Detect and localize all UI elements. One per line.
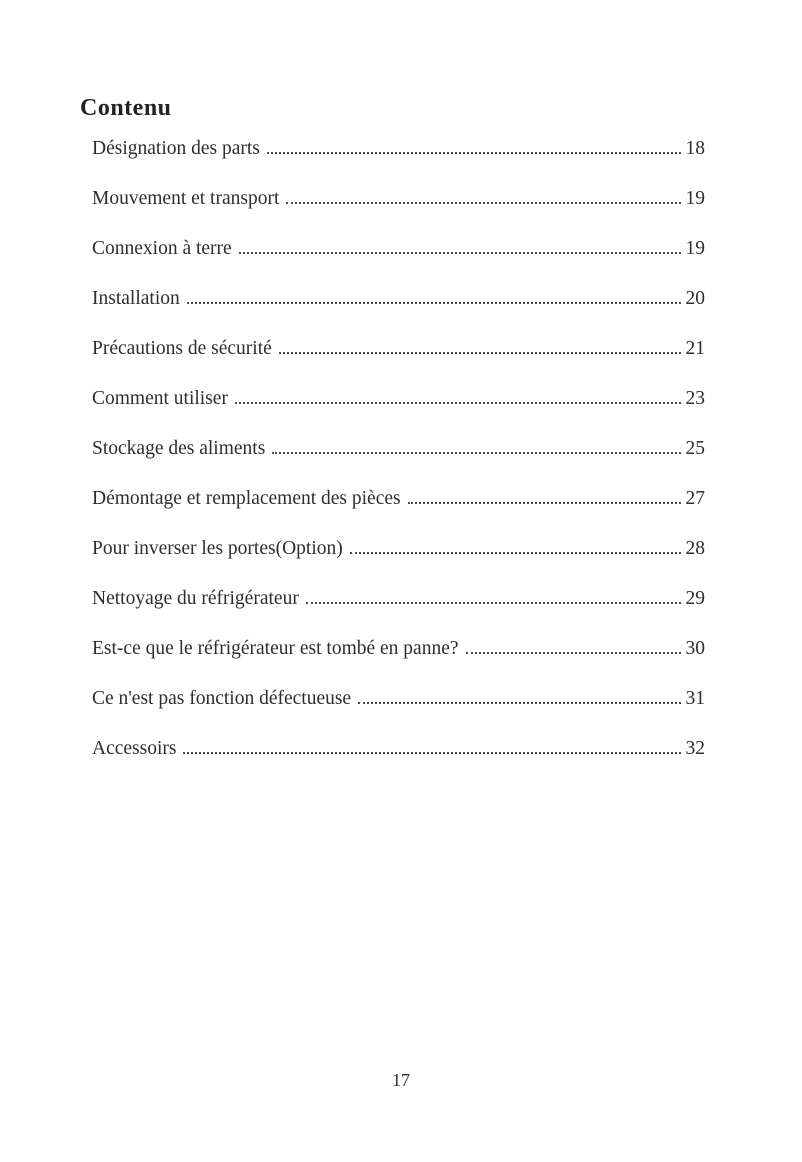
- toc-entry-label: Stockage des aliments: [92, 438, 266, 459]
- footer-page-number: 17: [392, 1070, 410, 1090]
- toc-entry: [92, 438, 705, 488]
- toc-entry-label: Accessoirs: [92, 738, 177, 759]
- toc-entry: [92, 538, 705, 588]
- toc-entry-page: 30: [685, 638, 705, 659]
- page-title: Contenu: [80, 95, 172, 121]
- toc-entry-page: 19: [685, 238, 705, 259]
- toc-entry: [92, 638, 705, 688]
- toc-entry: [92, 688, 705, 738]
- toc-entry-page: 29: [685, 588, 705, 609]
- toc-entry-label: Connexion à terre: [92, 238, 232, 259]
- toc-entry-label: Démontage et remplacement des pièces: [92, 488, 401, 509]
- toc-entry-page: 32: [685, 738, 705, 759]
- toc-entry-label: Installation: [92, 288, 180, 309]
- toc-entry: [92, 238, 705, 288]
- toc-dotted-leader: [306, 602, 681, 604]
- toc-entry-label: Ce n'est pas fonction défectueuse: [92, 688, 352, 709]
- toc-dotted-leader: [286, 202, 680, 204]
- toc-entry-page: 21: [685, 338, 705, 359]
- toc-dotted-leader: [350, 552, 681, 554]
- toc-entry-label: Nettoyage du réfrigérateur: [92, 588, 299, 609]
- toc-entry-page: 31: [685, 688, 705, 709]
- toc-entry-page: 23: [685, 388, 705, 409]
- toc-entry: [92, 588, 705, 638]
- toc-entry-label: Est-ce que le réfrigérateur est tombé en panne?: [92, 638, 459, 659]
- toc-dotted-leader: [183, 752, 680, 754]
- toc-entry-page: 20: [685, 288, 705, 309]
- toc-dotted-leader: [235, 402, 681, 404]
- toc-entry-label: Précautions de sécurité: [92, 338, 272, 359]
- toc-entry-page: 27: [685, 488, 705, 509]
- toc-entry: [92, 338, 705, 388]
- toc-entry-label: Mouvement et transport: [92, 188, 280, 209]
- toc-entry: [92, 738, 705, 788]
- toc-entry-page: 28: [685, 538, 705, 559]
- toc-dotted-leader: [408, 502, 681, 504]
- toc-entry-page: 25: [685, 438, 705, 459]
- toc-entry: [92, 388, 705, 438]
- toc-entry-page: 18: [685, 138, 705, 159]
- toc-entry: [92, 138, 705, 188]
- toc-dotted-leader: [187, 302, 681, 304]
- toc-entry-label: Désignation des parts: [92, 138, 260, 159]
- toc-entry-page: 19: [685, 188, 705, 209]
- toc-dotted-leader: [358, 702, 680, 704]
- toc-dotted-leader: [466, 652, 681, 654]
- toc-dotted-leader: [267, 152, 681, 154]
- toc-entry: [92, 488, 705, 538]
- toc-list: [92, 138, 705, 788]
- toc-entry: [92, 288, 705, 338]
- toc-entry-label: Pour inverser les portes(Option): [92, 538, 343, 559]
- toc-dotted-leader: [239, 252, 681, 254]
- toc-dotted-leader: [279, 352, 681, 354]
- toc-entry: [92, 188, 705, 238]
- toc-entry-label: Comment utiliser: [92, 388, 228, 409]
- toc-dotted-leader: [272, 452, 680, 454]
